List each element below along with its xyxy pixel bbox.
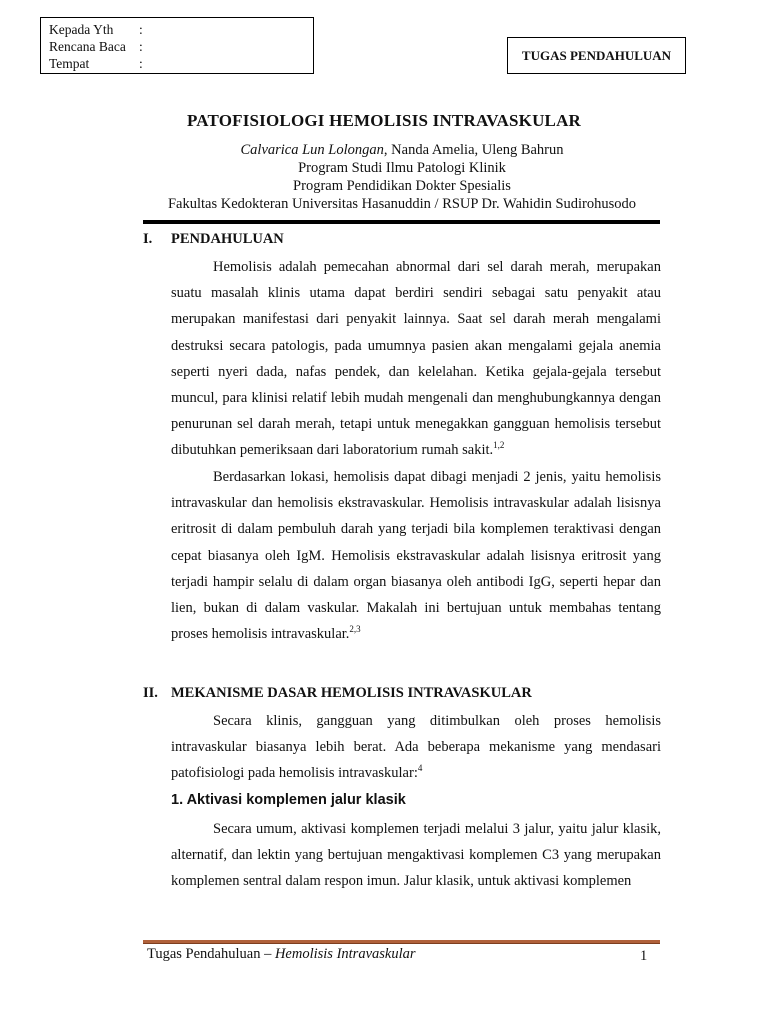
paragraph-text: Secara umum, aktivasi komplemen terjadi melalui 3 jalur, yaitu jalur klasik, alternatif, dan lektin yang bertujuan mengaktivasi komplemen C3 yang merupakan komplemen sentral dalam respon imun. Jalur klasik, untuk aktivasi komplemen [171, 821, 661, 890]
paragraph-text: Secara klinis, gangguan yang ditimbulkan oleh proses hemolisis intravaskular biasanya lebih berat. Ada beberapa mekanisme yang mendasari patofisiologi pada hemolisis intravaskular: [171, 713, 661, 782]
address-row [49, 55, 305, 72]
affiliation-line: Fakultas Kedokteran Universitas Hasanuddin / RSUP Dr. Wahidin Sudirohusodo [167, 196, 637, 212]
section-number: I. [143, 231, 153, 247]
address-separator: : [139, 22, 143, 37]
address-label: Tempat [49, 56, 90, 71]
section-heading [143, 231, 284, 248]
citation-ref: 4 [417, 763, 423, 774]
author-line [0, 141, 768, 160]
section-number: II. [143, 685, 158, 701]
body-paragraph [171, 708, 661, 787]
body-paragraph [171, 816, 661, 895]
affiliation-line: Program Pendidikan Dokter Spesialis [293, 178, 511, 194]
page-number: 1 [640, 948, 648, 964]
lead-author: Calvarica Lun Lolongan [240, 142, 384, 158]
subsection-heading: 1. Aktivasi komplemen jalur klasik [171, 792, 406, 808]
section-heading [143, 685, 532, 702]
address-separator: : [139, 56, 143, 71]
paragraph-text: Berdasarkan lokasi, hemolisis dapat dibagi menjadi 2 jenis, yaitu hemolisis intravaskular dan hemolisis ekstravaskular. Hemolisis intravaskular adalah lisisnya eritrosit di dalam pembuluh darah yang terjadi bila komplemen teraktivasi dengan cepat biasanya oleh IgM. Hemolisis ekstravaskular adalah lisisnya eritrosit yang terjadi hampir selalu di dalam organ biasanya oleh antibodi IgG, seperti hepar dan lien, bukan di dalam vaskular. Makalah ini bertujuan untuk membahas tentang proses hemolisis intravaskular. [171, 469, 661, 643]
task-type-box: TUGAS PENDAHULUAN [507, 37, 686, 74]
footer-divider [143, 940, 660, 944]
body-paragraph [171, 254, 661, 464]
address-row [49, 38, 305, 55]
citation-ref: 2,3 [349, 624, 361, 635]
address-label: Rencana Baca [49, 39, 126, 54]
paragraph-text: Hemolisis adalah pemecahan abnormal dari sel darah merah, merupakan suatu masalah klinis utama dapat berdiri sendiri sebagai satu penyakit atau merupakan manifestasi dari penyakit lainnya. Saat sel darah merah mengalami destruksi secara patologis, pada umumnya pasien akan mengalami gejala anemia seperti nyeri dada, nafas pendek, dan kelelahan. Ketika gejala-gejala tersebut muncul, para klinisi relatif lebih mudah mengenali dan menghubungkannya dengan penurunan sel darah merah, tetapi untuk menegakkan gangguan hemolisis tersebut dibutuhkan pemeriksaan dari laboratorium rumah sakit. [171, 259, 661, 459]
co-authors: , Nanda Amelia, Uleng Bahrun [383, 142, 564, 158]
affiliation-line: Program Studi Ilmu Patologi Klinik [298, 160, 506, 176]
section-title: MEKANISME DASAR HEMOLISIS INTRAVASKULAR [171, 685, 532, 701]
address-label: Kepada Yth [49, 22, 114, 37]
section-title: PENDAHULUAN [171, 231, 284, 247]
address-row [49, 21, 305, 38]
footer-running-title [147, 946, 416, 963]
address-box [40, 17, 314, 74]
body-paragraph [171, 464, 661, 647]
citation-ref: 1,2 [493, 440, 505, 451]
document-title: PATOFISIOLOGI HEMOLISIS INTRAVASKULAR [186, 111, 582, 130]
title-divider [143, 220, 660, 224]
footer-topic: Hemolisis Intravaskular [274, 946, 416, 962]
footer-label: Tugas Pendahuluan – [147, 946, 275, 962]
address-separator: : [139, 39, 143, 54]
